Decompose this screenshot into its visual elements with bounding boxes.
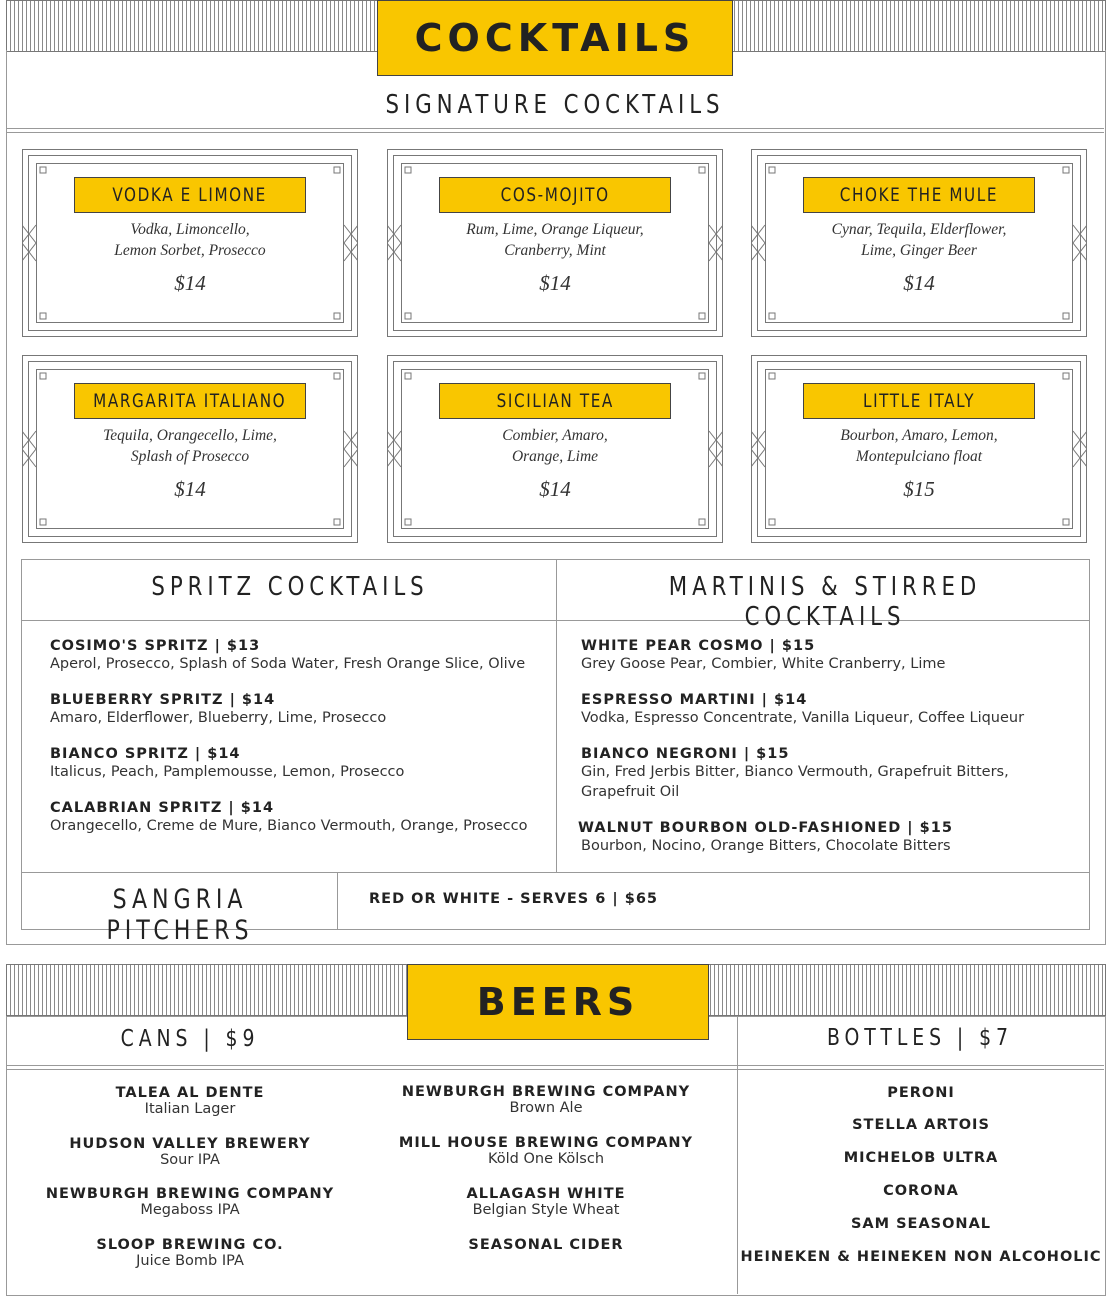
divider — [737, 1016, 738, 1294]
item-description: Bourbon, Nocino, Orange Bitters, Chocolate Bitters — [581, 838, 951, 854]
signature-card — [387, 149, 723, 337]
cocktail-price: $14 — [539, 477, 571, 501]
list-item: HUDSON VALLEY BREWERY Sour IPA — [69, 1136, 311, 1168]
cocktail-price: $15 — [903, 477, 935, 501]
item-description: Grey Goose Pear, Combier, White Cranberry, Lime — [581, 656, 946, 672]
signature-card — [387, 355, 723, 543]
list-item: MICHELOB ULTRA — [843, 1150, 999, 1166]
list-item: SLOOP BREWING CO. Juice Bomb IPA — [96, 1237, 284, 1269]
item-description: Aperol, Prosecco, Splash of Soda Water, Fresh Orange Slice, Olive — [50, 656, 526, 672]
list-item: ALLAGASH WHITE Belgian Style Wheat — [466, 1186, 626, 1218]
signature-card — [751, 355, 1087, 543]
cocktail-price: $14 — [174, 271, 206, 295]
signature-card — [22, 149, 358, 337]
list-item: NEWBURGH BREWING COMPANY Megaboss IPA — [45, 1186, 335, 1218]
list-item: STELLA ARTOIS — [852, 1117, 990, 1133]
item-description: Italicus, Peach, Pamplemousse, Lemon, Prosecco — [50, 764, 405, 780]
divider — [6, 1065, 1104, 1066]
cocktail-name: MARGARITA ITALIANO — [74, 383, 306, 419]
item-description: Vodka, Espresso Concentrate, Vanilla Liqueur, Coffee Liqueur — [581, 710, 1025, 726]
cocktail-ingredients: Bourbon, Amaro, Lemon, Montepulciano float — [840, 427, 998, 465]
list-item: SAM SEASONAL — [850, 1216, 992, 1232]
list-item — [581, 692, 1081, 728]
divider — [6, 1069, 1104, 1070]
cocktails-banner — [377, 0, 733, 76]
cocktail-name: VODKA E LIMONE — [74, 177, 306, 213]
spritz-cocktails-title: SPRITZ COCKTAILS — [151, 572, 429, 602]
list-item — [50, 692, 550, 728]
divider — [6, 132, 1104, 133]
item-description: Gin, Fred Jerbis Bitter, Bianco Vermouth, Grapefruit Bitters, — [581, 764, 1009, 780]
cocktail-name: LITTLE ITALY — [803, 383, 1035, 419]
item-description: Orangecello, Creme de Mure, Bianco Vermouth, Orange, Prosecco — [50, 818, 528, 834]
beers-banner-label: BEERS — [476, 980, 640, 1024]
item-description: Amaro, Elderflower, Blueberry, Lime, Prosecco — [50, 710, 387, 726]
item-heading: COSIMO'S SPRITZ | $13 — [50, 638, 261, 654]
item-heading: WALNUT BOURBON OLD-FASHIONED | $15 — [578, 820, 953, 836]
cocktail-name: CHOKE THE MULE — [803, 177, 1035, 213]
cocktail-price: $14 — [174, 477, 206, 501]
bottles-title: BOTTLES | $7 — [827, 1025, 1013, 1051]
item-description: Grapefruit Oil — [581, 784, 680, 800]
list-item: MILL HOUSE BREWING COMPANY Köld One Kölsch — [398, 1135, 694, 1167]
item-heading: CALABRIAN SPRITZ | $14 — [50, 800, 275, 816]
cocktail-price: $14 — [903, 271, 935, 295]
divider — [337, 872, 338, 929]
cocktail-ingredients: Rum, Lime, Orange Liqueur, Cranberry, Mint — [466, 221, 644, 259]
list-item: HEINEKEN & HEINEKEN NON ALCOHOLIC — [740, 1249, 1102, 1265]
cans-title: CANS | $9 — [120, 1026, 260, 1052]
list-item: SEASONAL CIDER — [468, 1237, 624, 1253]
list-item: TALEA AL DENTE Italian Lager — [115, 1085, 265, 1117]
item-heading: BIANCO NEGRONI | $15 — [581, 746, 790, 762]
cocktail-ingredients: Combier, Amaro, Orange, Lime — [502, 427, 608, 465]
list-item: CORONA — [883, 1183, 959, 1199]
cocktail-ingredients: Vodka, Limoncello, Lemon Sorbet, Prosecco — [114, 221, 266, 259]
sangria-title: SANGRIA PITCHERS — [106, 884, 254, 946]
item-heading: WHITE PEAR COSMO | $15 — [581, 638, 816, 654]
cocktails-banner-label: COCKTAILS — [414, 16, 696, 60]
cocktail-ingredients: Tequila, Orangecello, Lime, Splash of Prosecco — [103, 427, 277, 465]
cocktail-ingredients: Cynar, Tequila, Elderflower, Lime, Ginger Beer — [831, 221, 1007, 259]
list-item: PERONI — [887, 1085, 955, 1101]
cocktail-price: $14 — [539, 271, 571, 295]
list-item — [578, 820, 1083, 856]
list-item — [581, 746, 1081, 802]
divider — [556, 559, 557, 872]
divider — [6, 128, 1104, 129]
list-item — [50, 800, 550, 836]
signature-card — [751, 149, 1087, 337]
item-heading: BIANCO SPRITZ | $14 — [50, 746, 241, 762]
list-item: NEWBURGH BREWING COMPANY Brown Ale — [401, 1084, 691, 1116]
beers-banner — [407, 964, 709, 1040]
list-item — [581, 638, 1081, 674]
cocktail-name: COS-MOJITO — [439, 177, 671, 213]
list-item — [50, 746, 550, 782]
item-heading: BLUEBERRY SPRITZ | $14 — [50, 692, 276, 708]
item-heading: ESPRESSO MARTINI | $14 — [581, 692, 808, 708]
martinis-title: MARTINIS & STIRRED COCKTAILS — [668, 572, 982, 632]
signature-card — [22, 355, 358, 543]
signature-cocktails-title: SIGNATURE COCKTAILS — [385, 90, 725, 120]
sangria-detail: RED OR WHITE - SERVES 6 | $65 — [369, 891, 659, 907]
cocktail-name: SICILIAN TEA — [439, 383, 671, 419]
list-item — [50, 638, 550, 674]
